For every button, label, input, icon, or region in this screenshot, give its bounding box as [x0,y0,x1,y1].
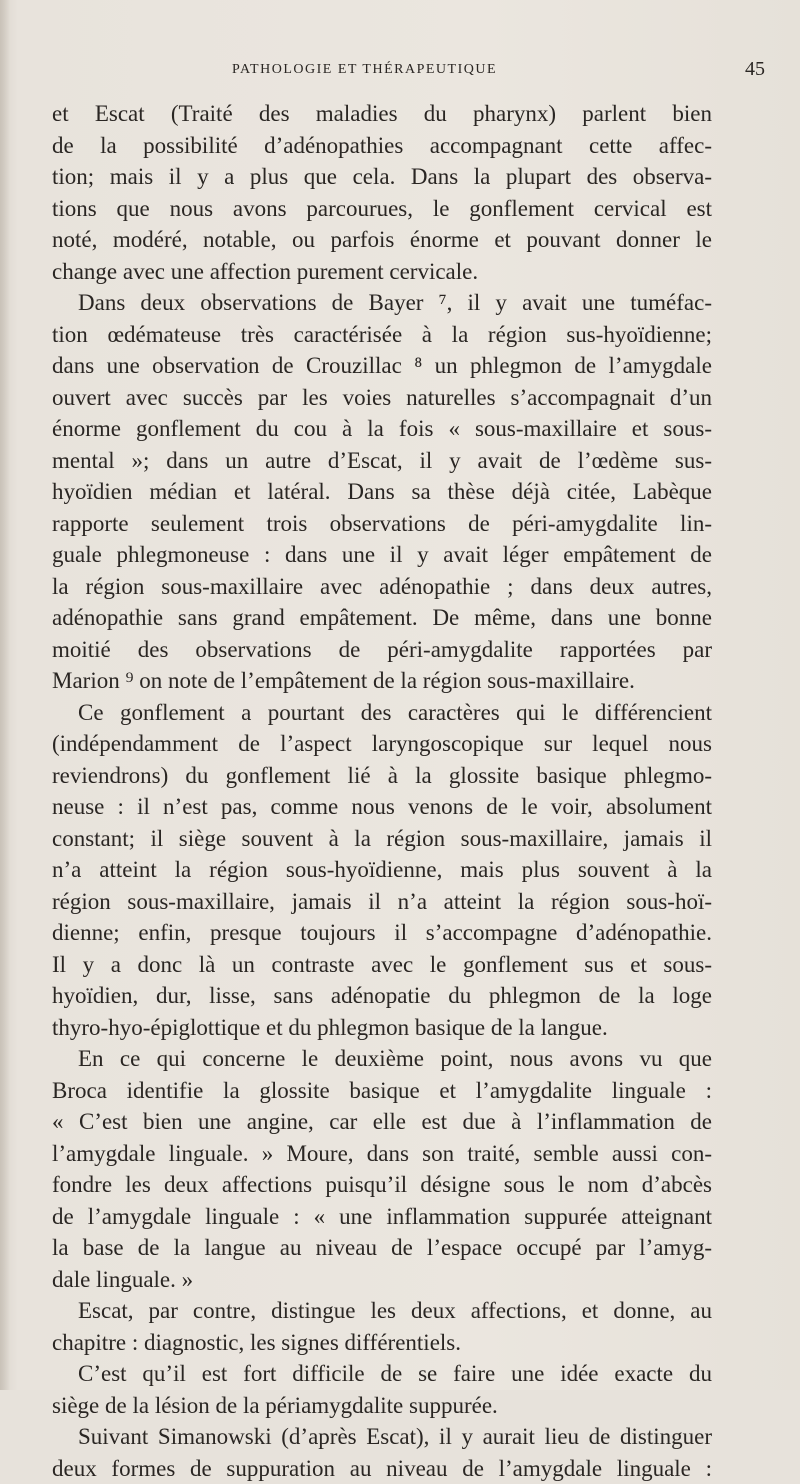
page-number: 45 [745,58,765,81]
text-line: la région sous-maxillaire avec adénopathie ; dans deux autres, [52,571,712,603]
text-line: thyro-hyo-épiglottique et du phlegmon basique de la langue. [52,1012,712,1044]
page-gutter-shadow [0,0,10,1390]
text-line: deux formes de suppuration au niveau de l’amygdale linguale : [52,1453,712,1484]
text-line: tion; mais il y a plus que cela. Dans la plupart des observa- [52,161,712,193]
text-line: Broca identifie la glossite basique et l’amygdalite linguale : [52,1075,712,1107]
text-line: Marion ⁹ on note de l’empâtement de la région sous-maxillaire. [52,665,712,697]
text-line: hyoïdien, dur, lisse, sans adénopatie du phlegmon de la loge [52,980,712,1012]
text-line: énorme gonflement du cou à la fois « sous-maxillaire et sous- [52,413,712,445]
text-line: rapporte seulement trois observations de péri-amygdalite lin- [52,508,712,540]
text-line: mental »; dans un autre d’Escat, il y avait de l’œdème sus- [52,445,712,477]
text-line: ouvert avec succès par les voies naturelles s’accompagnait d’un [52,382,712,414]
text-line: C’est qu’il est fort difficile de se faire une idée exacte du [52,1358,712,1390]
text-line: n’a atteint la région sous-hyoïdienne, mais plus souvent à la [52,854,712,886]
text-line: chapitre : diagnostic, les signes différentiels. [52,1327,712,1359]
text-line: noté, modéré, notable, ou parfois énorme et pouvant donner le [52,224,712,256]
text-line: Il y a donc là un contraste avec le gonflement sus et sous- [52,949,712,981]
text-line: Escat, par contre, distingue les deux affections, et donne, au [52,1295,712,1327]
text-line: reviendrons) du gonflement lié à la glossite basique phlegmo- [52,760,712,792]
text-line: « C’est bien une angine, car elle est due à l’inflammation de [52,1106,712,1138]
text-line: adénopathie sans grand empâtement. De même, dans une bonne [52,602,712,634]
text-line: fondre les deux affections puisqu’il désigne sous le nom d’abcès [52,1169,712,1201]
text-line: moitié des observations de péri-amygdalite rapportées par [52,634,712,666]
running-title: PATHOLOGIE ET THÉRAPEUTIQUE [232,62,497,78]
text-line: siège de la lésion de la périamygdalite suppurée. [52,1390,712,1422]
text-line: la base de la langue au niveau de l’espace occupé par l’amyg- [52,1232,712,1264]
text-line: hyoïdien médian et latéral. Dans sa thèse déjà citée, Labèque [52,476,712,508]
text-line: l’amygdale linguale. » Moure, dans son traité, semble aussi con- [52,1138,712,1170]
text-line: région sous-maxillaire, jamais il n’a atteint la région sous-hoï- [52,886,712,918]
text-line: de l’amygdale linguale : « une inflammation suppurée atteignant [52,1201,712,1233]
text-line: En ce qui concerne le deuxième point, nous avons vu que [52,1043,712,1075]
text-line: Suivant Simanowski (d’après Escat), il y aurait lieu de distinguer [52,1421,712,1453]
text-line: neuse : il n’est pas, comme nous venons de le voir, absolument [52,791,712,823]
body-text [52,98,712,1484]
text-line: Dans deux observations de Bayer ⁷, il y avait une tuméfac- [52,287,712,319]
page-header [0,58,800,84]
text-line: change avec une affection purement cervicale. [52,256,712,288]
text-line: dienne; enfin, presque toujours il s’accompagne d’adénopathie. [52,917,712,949]
text-line: tion œdémateuse très caractérisée à la région sus-hyoïdienne; [52,319,712,351]
text-line: constant; il siège souvent à la région sous-maxillaire, jamais il [52,823,712,855]
text-line: de la possibilité d’adénopathies accompagnant cette affec- [52,130,712,162]
text-line: dans une observation de Crouzillac ⁸ un phlegmon de l’amygdale [52,350,712,382]
text-line: (indépendamment de l’aspect laryngoscopique sur lequel nous [52,728,712,760]
text-line: Ce gonflement a pourtant des caractères qui le différencient [52,697,712,729]
text-line: tions que nous avons parcourues, le gonflement cervical est [52,193,712,225]
text-line: et Escat (Traité des maladies du pharynx) parlent bien [52,98,712,130]
text-line: dale linguale. » [52,1264,712,1296]
text-line: guale phlegmoneuse : dans une il y avait léger empâtement de [52,539,712,571]
